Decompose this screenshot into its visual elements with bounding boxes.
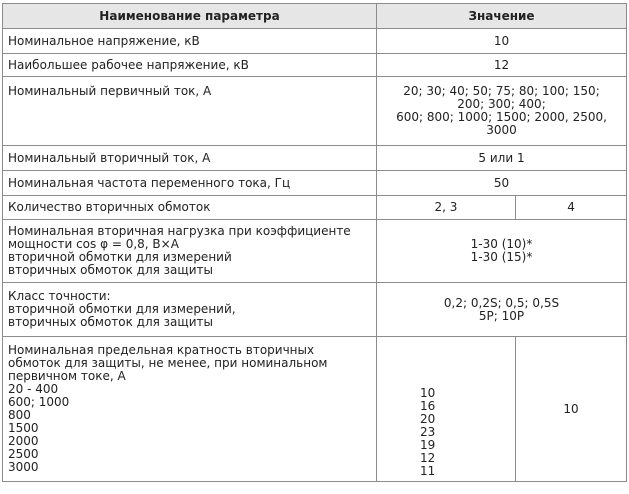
value-cell [377,337,516,482]
value-line: 600; 800; 1000; 1500; 2000, 2500, [396,110,607,124]
value-line: 200; 300; 400; [457,97,546,111]
param-cell: Наибольшее рабочее напряжение, кВ [3,54,377,77]
param-cell: Номинальный вторичный ток, А [3,146,377,171]
value-list [382,387,435,478]
param-cell: Номинальная частота переменного тока, Гц [3,171,377,196]
value-line: 19 [420,438,436,452]
param-line: Класс точности: [8,289,111,303]
param-line: первичном токе, А [8,369,126,383]
value-cell: 10 [516,337,627,482]
value-line: 3000 [486,123,517,137]
param-cell: Номинальное напряжение, кВ [3,29,377,54]
value-line: 10 [420,386,436,400]
value-cell: 4 [516,196,627,220]
value-line: 16 [420,399,436,413]
table-row [3,77,627,146]
value-cell: 2, 3 [377,196,516,220]
table-row [3,196,627,220]
table-row [3,54,627,77]
param-line: 800 [8,408,31,422]
value-line: 1-30 (10)* [470,237,533,251]
param-cell: Количество вторичных обмоток [3,196,377,220]
param-line: 20 - 400 [8,382,59,396]
param-line: 1500 [8,421,39,435]
param-cell [3,220,377,283]
header-param: Наименование параметра [3,4,377,29]
table-row [3,171,627,196]
param-line: Номинальная предельная кратность вторичных [8,343,315,357]
table-row [3,29,627,54]
param-line: вторичной обмотки для измерений [8,250,232,264]
param-line: 600; 1000 [8,395,70,409]
value-line: 12 [420,451,436,465]
param-line: вторичных обмоток для защиты [8,263,213,277]
value-cell [377,220,627,283]
param-line: 2000 [8,434,39,448]
table-row [3,146,627,171]
param-cell: Номинальный первичный ток, А [3,77,377,146]
param-line: вторичной обмотки для измерений, [8,302,236,316]
param-line: 3000 [8,460,39,474]
value-cell [377,77,627,146]
param-line: вторичных обмоток для защиты [8,315,213,329]
parameters-table [2,3,627,482]
param-line: Номинальная вторичная нагрузка при коэффициенте [8,224,351,238]
value-line: 0,2; 0,2S; 0,5; 0,5S [443,295,560,310]
value-cell: 10 [377,29,627,54]
value-cell: 12 [377,54,627,77]
value-cell: 5 или 1 [377,146,627,171]
value-line: 1-30 (15)* [470,250,533,264]
value-line: 20; 30; 40; 50; 75; 80; 100; 150; [403,84,600,98]
value-cell: 50 [377,171,627,196]
table-row [3,283,627,337]
value-line: 23 [420,425,436,439]
value-line: 11 [420,464,436,478]
param-cell [3,283,377,337]
value-line: 20 [420,412,436,426]
table-row [3,337,627,482]
param-line: обмоток для защиты, не менее, при номинальном [8,356,328,370]
param-cell [3,337,377,482]
value-line: 5P; 10P [478,308,525,323]
param-line: мощности cos φ = 0,8, В×А [8,237,179,251]
table-row [3,220,627,283]
param-line: 2500 [8,447,39,461]
value-cell [377,283,627,337]
table-header-row [3,4,627,29]
header-value: Значение [377,4,627,29]
